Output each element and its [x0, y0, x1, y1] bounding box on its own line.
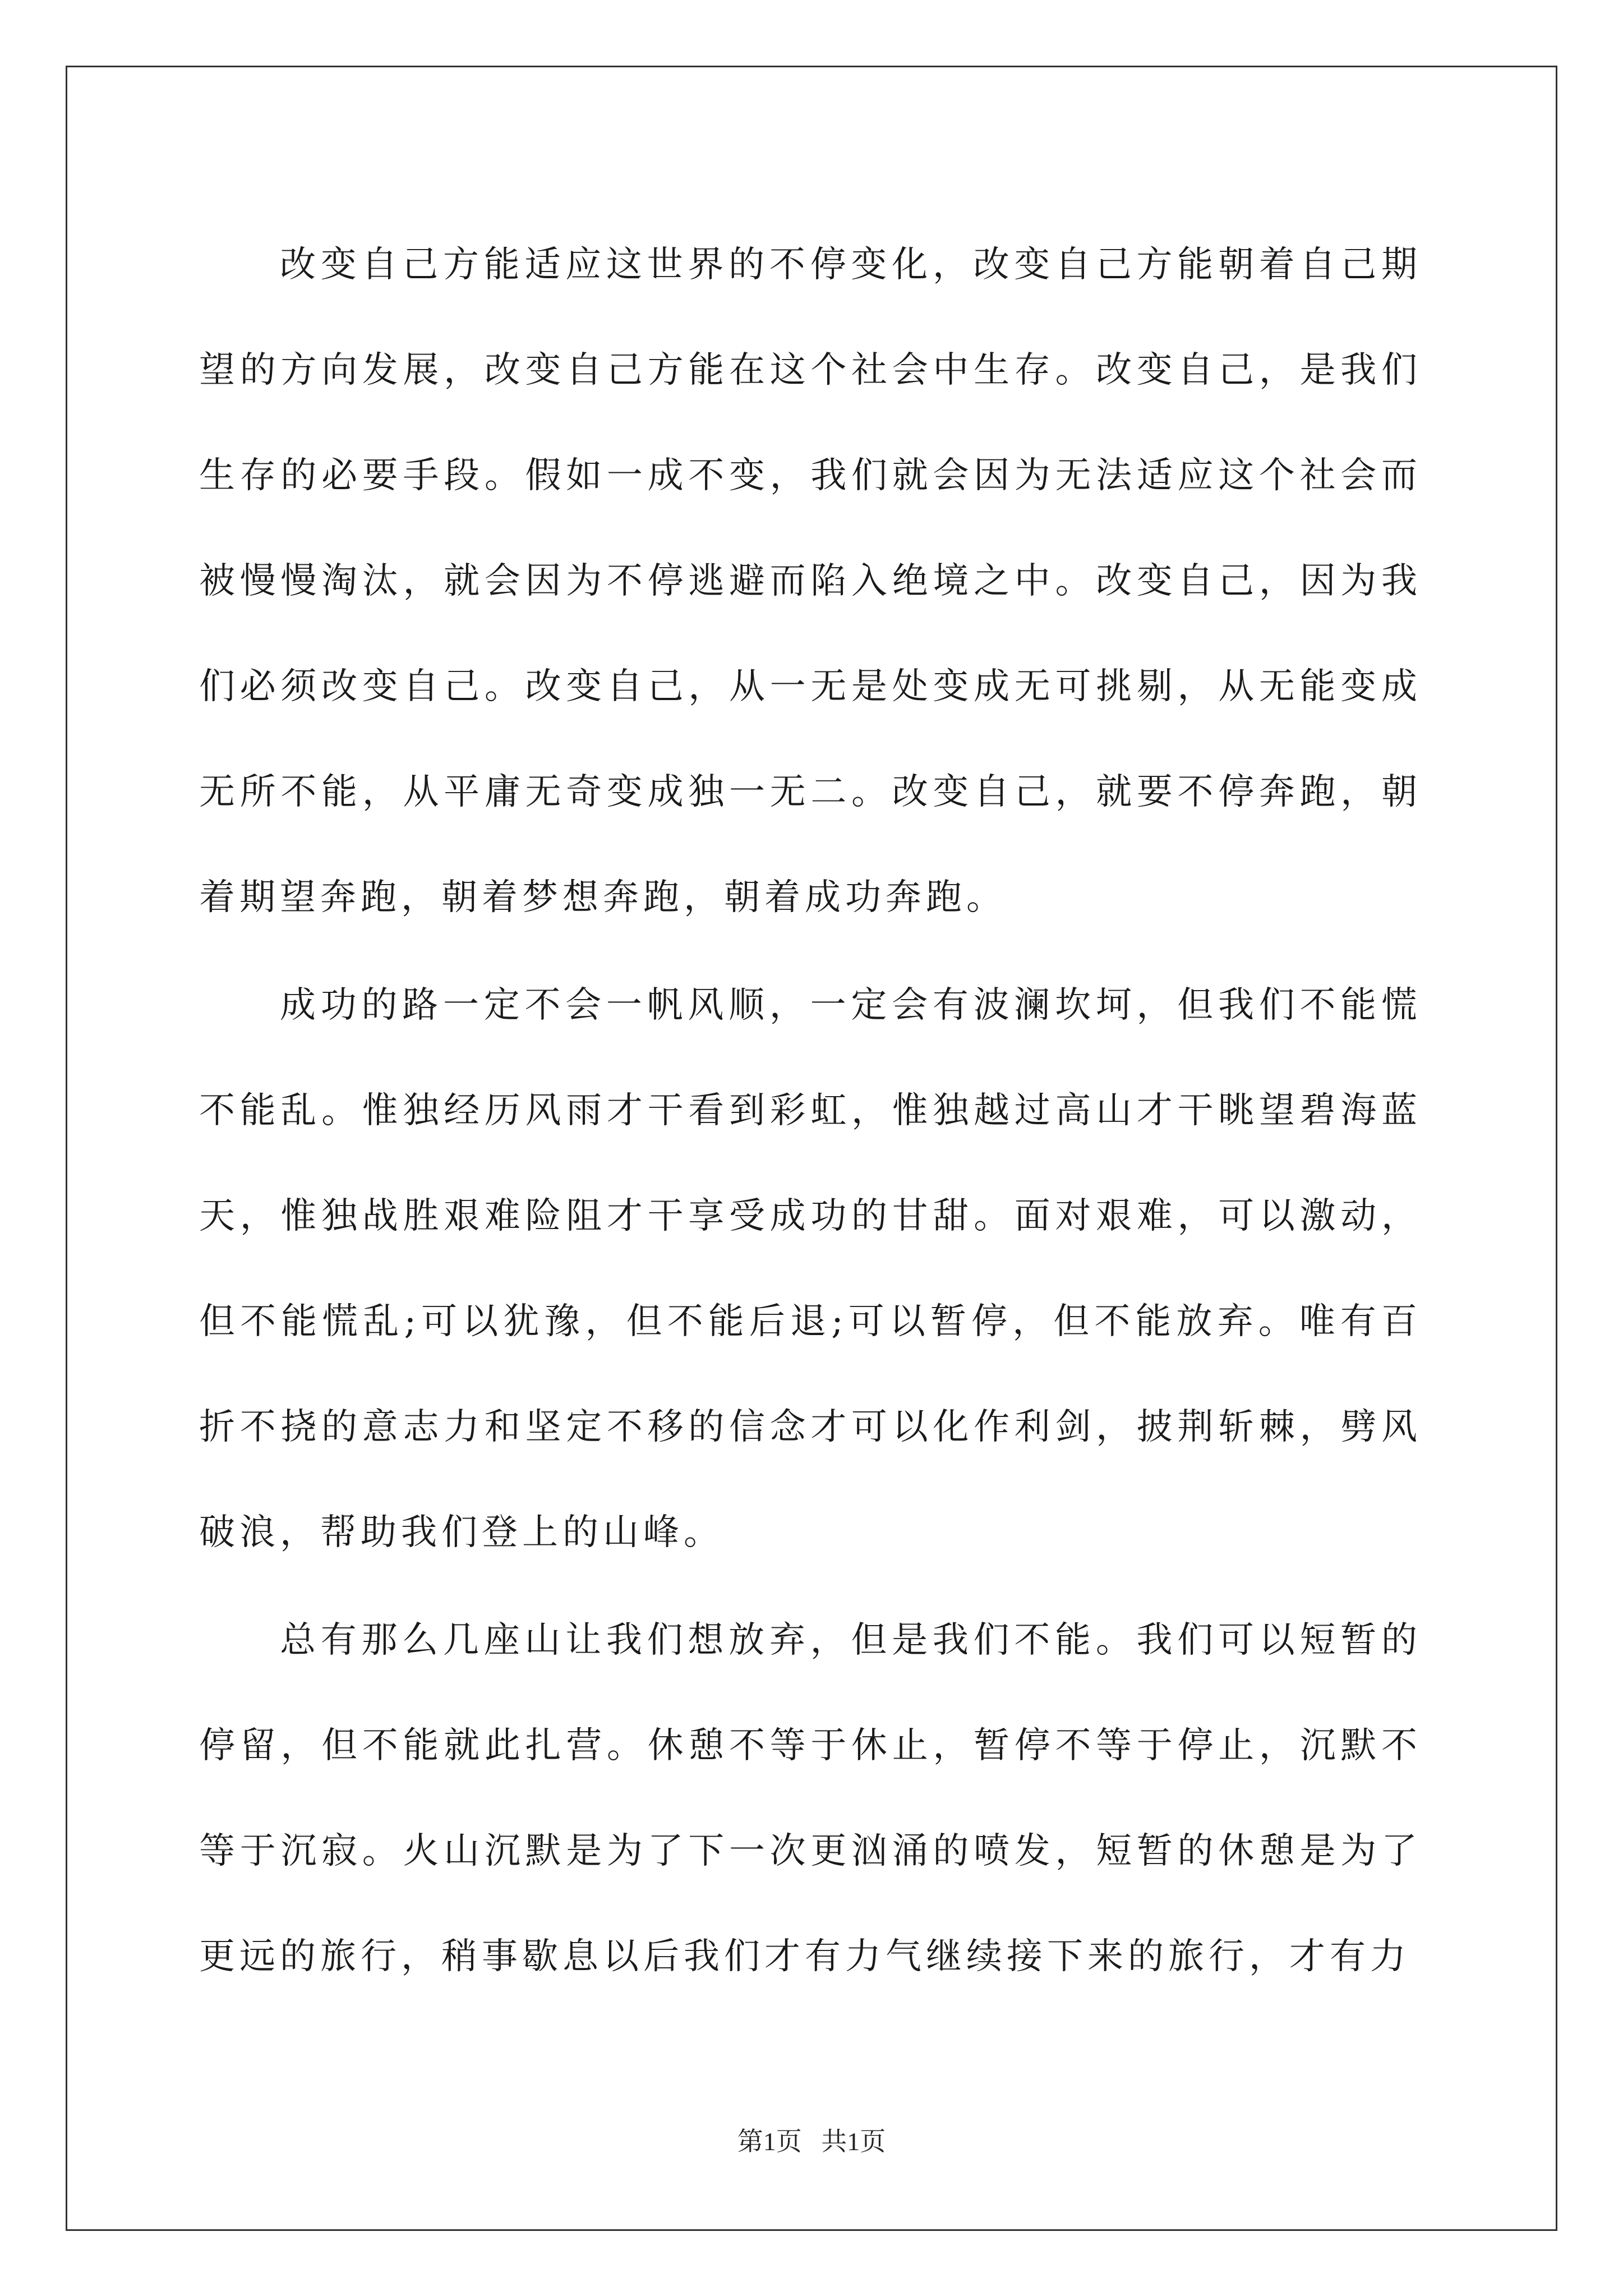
paragraph-2: 成功的路一定不会一帆风顺，一定会有波澜坎坷，但我们不能慌不能乱。惟独经历风雨才干看到彩虹，惟独越过高山才干眺望碧海蓝天，惟独战胜艰难险阻才干享受成功的甘甜。面对艰难，可以激动，但不能慌乱;可以犹豫，但不能后退;可以暂停，但不能放弃。唯有百折不挠的意志力和坚定不移的信念才可以化作利剑，披荆斩棘，劈风破浪，帮助我们登上的山峰。: [199, 984, 1422, 1553]
paragraph-1: 改变自己方能适应这世界的不停变化，改变自己方能朝着自己期望的方向发展，改变自己方能在这个社会中生存。改变自己，是我们生存的必要手段。假如一成不变，我们就会因为无法适应这个社会而被慢慢淘汰，就会因为不停逃避而陷入绝境之中。改变自己，因为我们必须改变自己。改变自己，从一无是处变成无可挑剔，从无能变成无所不能，从平庸无奇变成独一无二。改变自己，就要不停奔跑，朝着期望奔跑，朝着梦想奔跑，朝着成功奔跑。: [199, 244, 1422, 918]
document-body: [199, 212, 1422, 2012]
page-footer: [0, 2125, 1623, 2159]
page-number: 第1页: [737, 2127, 802, 2156]
paragraph-3: 总有那么几座山让我们想放弃，但是我们不能。我们可以短暂的停留，但不能就此扎营。休憩不等于休止，暂停不等于停止，沉默不等于沉寂。火山沉默是为了下一次更汹涌的喷发，短暂的休憩是为了更远的旅行，稍事歇息以后我们才有力气继续接下来的旅行，才有力: [199, 1619, 1422, 1977]
page-total: 共1页: [821, 2127, 886, 2156]
